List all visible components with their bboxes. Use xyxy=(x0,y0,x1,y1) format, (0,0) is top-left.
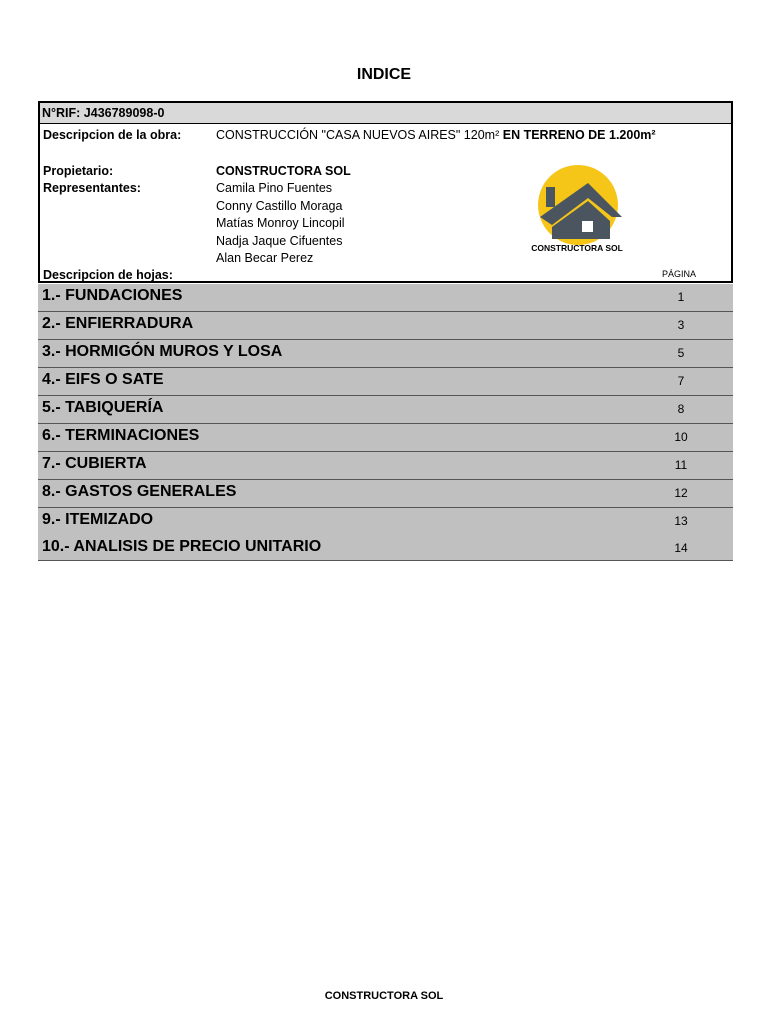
header-box xyxy=(38,101,733,283)
obra-label: Descripcion de la obra: xyxy=(43,128,182,142)
window-icon xyxy=(582,221,593,232)
sheet-name: 2.- ENFIERRADURA xyxy=(42,315,194,332)
constructora-sol-logo xyxy=(526,165,628,257)
sheet-row xyxy=(38,452,733,480)
sheet-page-number: 7 xyxy=(677,374,685,388)
sheet-name: 5.- TABIQUERÍA xyxy=(42,399,164,416)
sheet-page-number: 8 xyxy=(677,402,685,416)
sheet-row xyxy=(38,368,733,396)
sheet-row xyxy=(38,535,733,561)
sheet-row xyxy=(38,480,733,508)
sheet-row xyxy=(38,508,733,536)
sheet-page-number: 3 xyxy=(677,318,685,332)
page-title: INDICE xyxy=(356,66,412,83)
rif-number: N°RIF: J436789098-0 xyxy=(40,103,731,124)
sheet-row xyxy=(38,396,733,424)
propietario-value: CONSTRUCTORA SOL xyxy=(216,164,351,178)
obra-value xyxy=(216,128,656,142)
representante: Camila Pino Fuentes xyxy=(216,181,333,195)
obra-value-text: CONSTRUCCIÓN "CASA NUEVOS AIRES" 120m² xyxy=(216,128,500,142)
representantes-list xyxy=(216,180,345,268)
pagina-header: PÁGINA xyxy=(662,269,697,279)
sheet-name: 3.- HORMIGÓN MUROS Y LOSA xyxy=(42,343,283,360)
representante: Conny Castillo Moraga xyxy=(216,198,343,213)
sheet-name: 1.- FUNDACIONES xyxy=(42,287,183,304)
representantes-label: Representantes: xyxy=(43,181,141,195)
sheet-row xyxy=(38,312,733,340)
representante: Matías Monroy Lincopil xyxy=(216,216,345,230)
sheet-row xyxy=(38,284,733,312)
sheet-name: 8.- GASTOS GENERALES xyxy=(42,483,237,500)
chimney-icon xyxy=(546,187,555,207)
sheet-name: 9.- ITEMIZADO xyxy=(42,511,154,528)
logo-text: CONSTRUCTORA SOL xyxy=(531,243,623,253)
representante: Alan Becar Perez xyxy=(216,251,314,265)
sheet-page-number: 5 xyxy=(677,346,685,360)
sheet-page-number: 12 xyxy=(674,486,688,500)
representante: Nadja Jaque Cifuentes xyxy=(216,233,343,248)
sheet-page-number: 14 xyxy=(674,541,688,555)
sheet-page-number: 10 xyxy=(674,430,688,444)
sheet-name: 4.- EIFS O SATE xyxy=(42,371,164,388)
obra-value-bold: EN TERRENO DE 1.200m² xyxy=(502,128,656,142)
propietario-label: Propietario: xyxy=(43,164,114,178)
sheet-name: 7.- CUBIERTA xyxy=(42,455,147,472)
sheet-name: 10.- ANALISIS DE PRECIO UNITARIO xyxy=(42,538,322,555)
footer-company: CONSTRUCTORA SOL xyxy=(324,990,444,1002)
sheet-name: 6.- TERMINACIONES xyxy=(42,427,200,444)
sheet-page-number: 13 xyxy=(674,514,688,528)
sheet-row xyxy=(38,340,733,368)
sheet-page-number: 11 xyxy=(674,458,688,472)
sheet-page-number: 1 xyxy=(677,290,685,304)
sheet-row xyxy=(38,424,733,452)
hojas-label: Descripcion de hojas: xyxy=(43,268,173,282)
